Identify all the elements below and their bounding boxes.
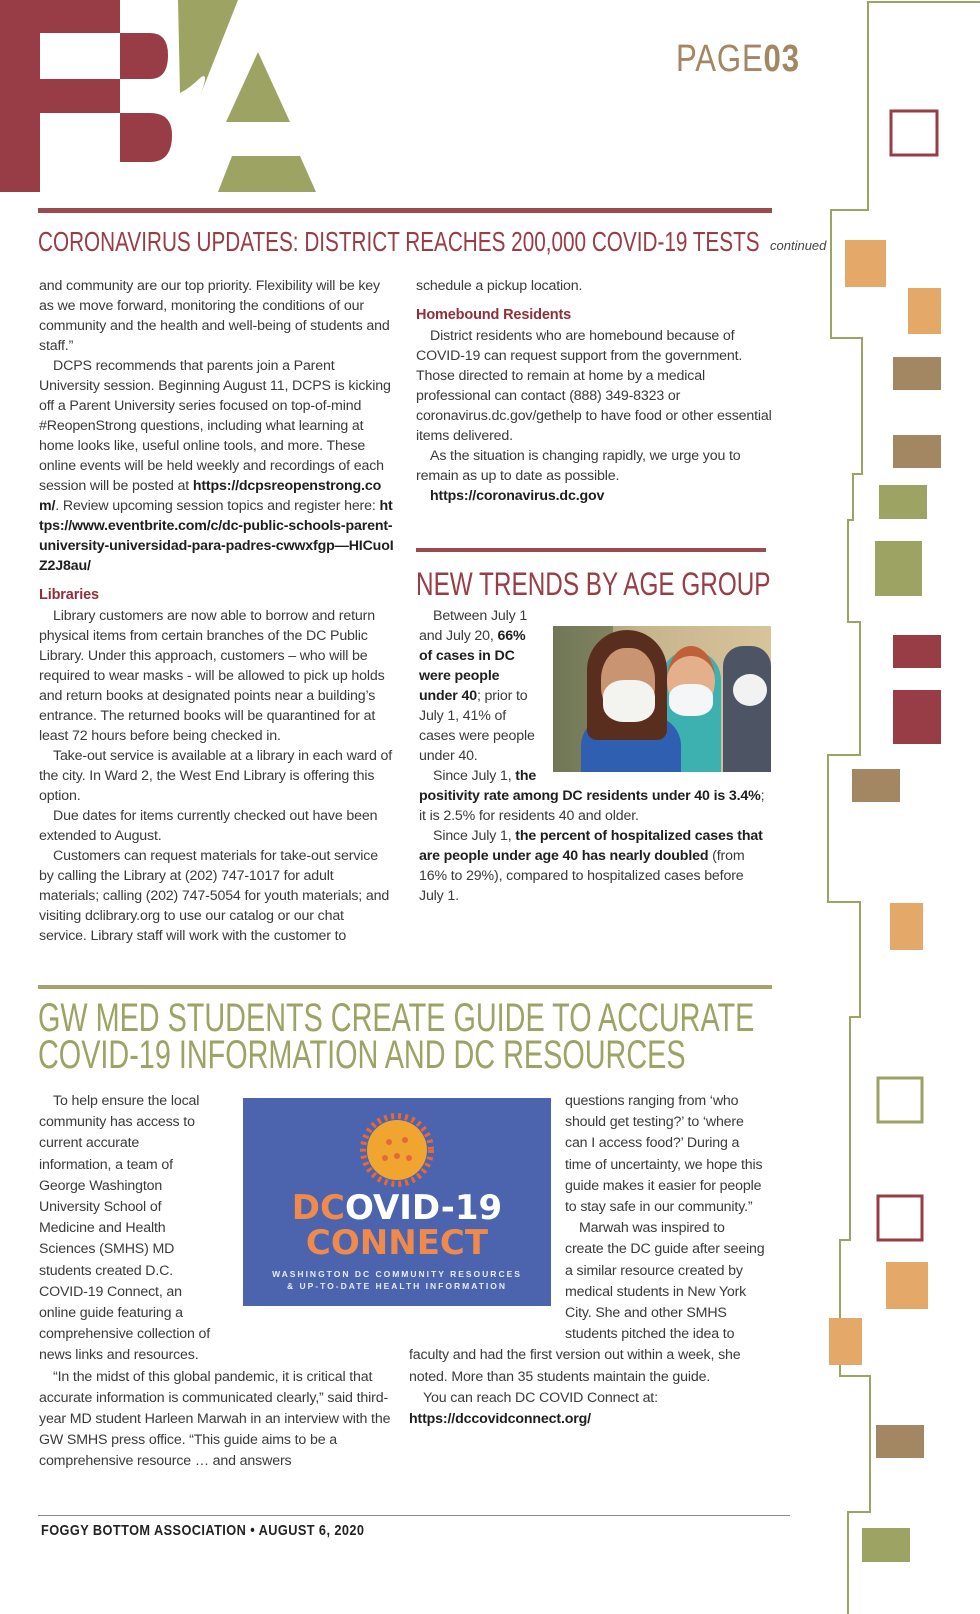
homebound-heading: Homebound Residents <box>416 307 572 323</box>
dcps-link[interactable]: https://dcpsreopenstrong.com/ <box>39 478 382 514</box>
logo-covid: OVID-19 <box>344 1188 503 1228</box>
section-title-text: CORONAVIRUS UPDATES: DISTRICT REACHES 200,000 COVID-19 TESTS <box>38 226 760 257</box>
bold-text: 66% of cases in DC were people under 40 <box>419 628 526 704</box>
paragraph <box>409 1409 765 1430</box>
paragraph: questions ranging from ‘who should get testing?’ to ‘where can I access food?’ During a time of uncertainty, we hope this guide makes it easier for people to stay safe in our community.” <box>565 1093 763 1216</box>
paragraph: Marwah was inspired to create the DC guide after seeing a similar resource created by medical students in New York City. She and other SMHS students pitched the idea to faculty and had the first version out within a week, she noted. More than 35 students maintain the guide. <box>409 1220 765 1385</box>
paragraph <box>416 486 772 506</box>
paragraph: Customers can request materials for take-out service by calling the Library at (202) 747-1017 for adult materials; calling (202) 747-5054 for youth materials; and visiting dclibrary.org to use our catalog or our chat service. Library staff will work with the customer to <box>39 848 390 944</box>
section-title-coronavirus <box>38 226 980 258</box>
column-2 <box>416 276 772 506</box>
paragraph: Library customers are now able to borrow and return physical items from certain branches of the DC Public Library. Under this approach, customers – who will be required to wear masks - will be allowed to pick up holds and return books at designated points near a building’s entrance. The returned books will be quarantined for at least 72 hours before being checked in. <box>39 608 385 744</box>
paragraph: and community are our top priority. Flexibility will be key as we move forward, monitoring the conditions of our community and the health and well-being of students and staff.” <box>39 278 390 354</box>
bold-text: the percent of hospitalized cases that are people under age 40 has nearly doubled <box>419 828 763 864</box>
paragraph <box>419 826 771 906</box>
page-word: PAGE <box>676 38 764 80</box>
paragraph: “In the midst of this global pandemic, it is critical that accurate information is communicated clearly,” said third-year MD student Harleen Marwah in an interview with the GW SMHS press office. “This guide aims to be a comprehensive resource … and answers <box>39 1368 391 1470</box>
paragraph: You can reach DC COVID Connect at: <box>423 1389 658 1406</box>
logo-connect: CONNECT <box>305 1223 489 1263</box>
logo-tagline: & UP-TO-DATE HEALTH INFORMATION <box>286 1281 508 1291</box>
section-title-gw-med <box>38 996 980 1077</box>
paragraph <box>39 356 395 576</box>
bold-text: the positivity rate among DC residents under 40 is 3.4% <box>419 768 761 804</box>
text: (from 16% to 29%), compared to hospitalized cases before July 1. <box>419 848 745 904</box>
footer-text <box>41 1522 790 1542</box>
libraries-heading: Libraries <box>39 587 99 603</box>
footer-rule <box>38 1515 790 1516</box>
paragraph: To help ensure the local community has access to current accurate information, a team of George Washington University School of Medicine and Health Sciences (SMHS) MD students created D.C. COVID-19 Connect, an online guide featuring a comprehensive collection of news links and resources. <box>39 1093 211 1364</box>
section-divider <box>38 208 772 213</box>
footer <box>38 1515 790 1542</box>
text: DCPS recommends that parents join a Parent University session. Beginning August 11, DCPS is kicking off a Parent University series focused on top-of-mind #ReopenStrong questions, including what learning at home looks like, useful online tools, and more. These online events will be held weekly and recordings of each session will be posted at <box>39 358 391 494</box>
gw-section <box>0 985 800 1505</box>
paragraph: District residents who are homebound because of COVID-19 can request support from the government. Those directed to remain at home by a medical professional can contact (888) 349-8323 or coronavirus.dc.gov/gethelp to have food or other essential items delivered. <box>416 328 772 444</box>
section-title-age-group <box>416 566 772 606</box>
title-line: GW MED STUDENTS CREATE GUIDE TO ACCURATE <box>38 996 755 1040</box>
section-title-text: NEW TRENDS BY AGE GROUP <box>416 566 771 602</box>
page-number: 03 <box>763 38 800 80</box>
text: ; prior to July 1, 41% of cases were people under 40. <box>419 688 535 764</box>
logo-dc: DC <box>291 1188 345 1228</box>
text: Since July 1, <box>433 768 516 784</box>
age-group-section <box>416 548 772 906</box>
paragraph: schedule a pickup location. <box>416 278 583 294</box>
column-1 <box>39 276 395 946</box>
paragraph: As the situation is changing rapidly, we urge you to remain as up to date as possible. <box>416 448 741 484</box>
masked-people-photo <box>553 626 771 772</box>
dccovidconnect-link[interactable]: https://dccovidconnect.org/ <box>409 1411 591 1428</box>
coronavirus-link[interactable]: https://coronavirus.dc.gov <box>430 488 605 504</box>
text: . Review upcoming session topics and register here: <box>55 498 380 514</box>
section-divider <box>38 985 772 989</box>
section-divider <box>416 548 766 552</box>
text: Since July 1, <box>433 828 516 844</box>
text: ; it is 2.5% for residents 40 and older. <box>419 788 765 824</box>
logo-tagline: WASHINGTON DC COMMUNITY RESOURCES <box>272 1269 522 1279</box>
paragraph <box>419 766 771 826</box>
continued-label: continued <box>770 238 827 253</box>
paragraph: Take-out service is available at a library in each ward of the city. In Ward 2, the West End Library is offering this option. <box>39 748 393 804</box>
title-line: COVID-19 INFORMATION AND DC RESOURCES <box>38 1033 686 1077</box>
footer-label: FOGGY BOTTOM ASSOCIATION • AUGUST 6, 2020 <box>41 1522 365 1539</box>
paragraph: Due dates for items currently checked out have been extended to August. <box>39 808 378 844</box>
gw-column-2 <box>409 1091 765 1430</box>
text: Between July 1 and July 20, <box>419 608 528 644</box>
age-group-text <box>419 606 771 906</box>
eventbrite-link[interactable]: https://www.eventbrite.com/c/dc-public-schools-parent-university-universidad-para-padres-cwwxfgp—HICuoIZ2J8au/ <box>39 498 394 574</box>
